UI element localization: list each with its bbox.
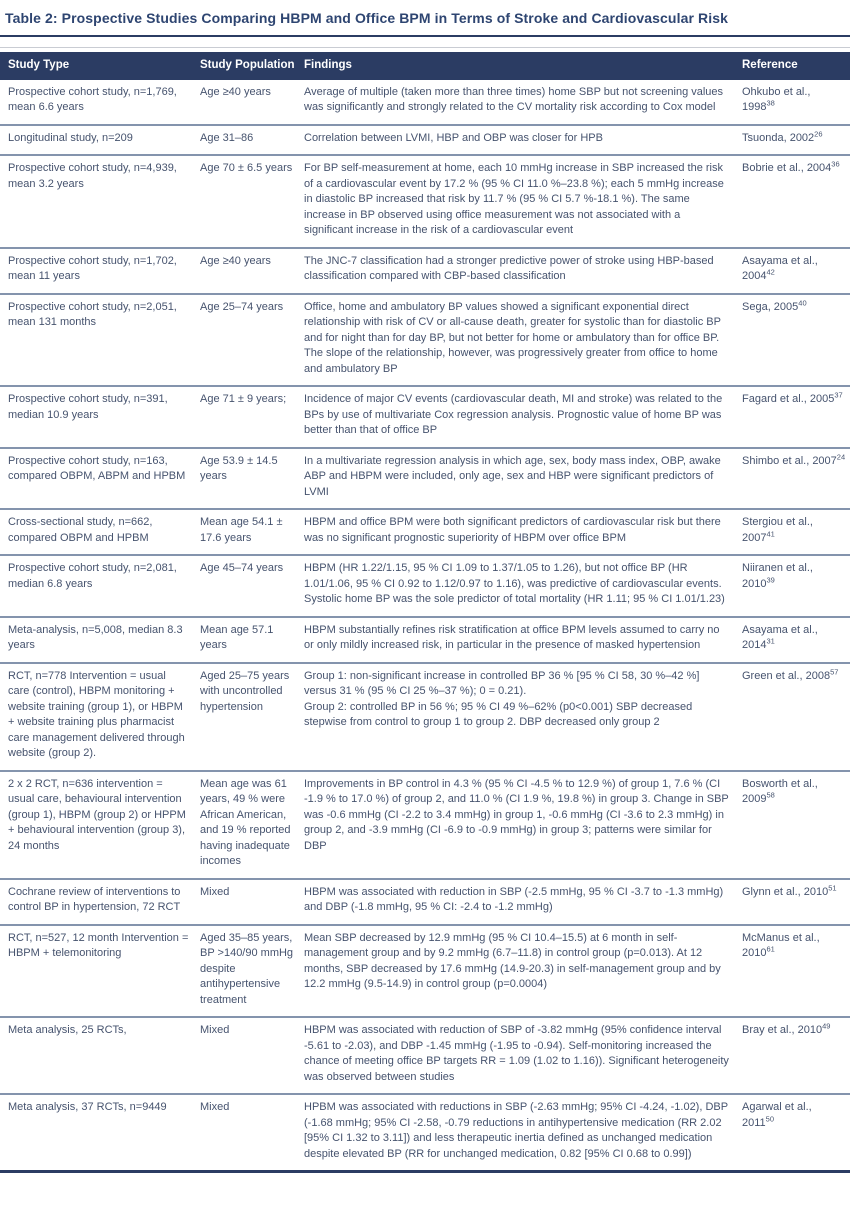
table-row (0, 1017, 850, 1094)
reference-cell: McManus et al., 2010$^{61}$ (742, 931, 820, 959)
reference-cell: Ohkubo et al., 1998$^{38}$ (742, 85, 811, 113)
population-cell: Age 71 ± 9 years; (200, 393, 287, 405)
study-type-cell: Prospective cohort study, n=1,769, mean 6.6 years (8, 85, 177, 113)
col-header-findings: Findings (304, 52, 742, 80)
population-cell: Age ≥40 years (200, 85, 271, 98)
findings-cell (304, 80, 742, 125)
reference-cell: Agarwal et al., 2011$^{50}$ (742, 1101, 812, 1129)
findings-cell (304, 555, 742, 617)
reference-citation-number: 61 (766, 944, 775, 954)
findings-line: Office, home and ambulatory BP values showed a significant exponential direct relationship with risk of CV or all-cause death, greater for systolic than for diastolic BP and for night than for day BP, but not better for home or ambulatory than for office BP. The slope of the relationship, however, was progressively greater from office to home and ambulatory BP (304, 300, 721, 375)
reference-cell: Tsuonda, 2002$^{26}$ (742, 128, 823, 144)
population-cell: Age 31–86 (200, 131, 254, 144)
findings-cell (304, 509, 742, 555)
findings-cell (304, 294, 742, 387)
table-row (0, 294, 850, 387)
studies-table (0, 52, 850, 1173)
reference-cell: Shimbo et al., 2007$^{24}$ (742, 451, 846, 467)
findings-cell (304, 248, 742, 294)
findings-line: Incidence of major CV events (cardiovascular death, MI and stroke) was related to the BPs by use of multivariate Cox regression analysis. Prognostic value of home BP was better than that of office BP (304, 393, 723, 436)
findings-line: HBPM was associated with reduction of SBP of -3.82 mmHg (95% confidence interval -5.61 to -2.03), and DBP -1.45 mmHg (-1.95 to -0.94). Self-monitoring increased the chance of meeting office BP targets RR = 1.09 (1.02 to 1.16)). Significant heterogeneity was observed between studies (304, 1024, 729, 1083)
table-row (0, 925, 850, 1018)
reference-citation-number: 26 (814, 128, 823, 138)
findings-line: For BP self-measurement at home, each 10 mmHg increase in SBP increased the risk of a cardiovascular event by 17.2 % (95 % CI 11.0 %–23.8 %); each 5 mmHg increase in diastolic BP increased that risk by 11.7 % (95 % CI 5.7 %-18.1 %). The same increase in BP observed using office measurement was not associated with a significant increase in the risk of a cardiovascular event (304, 162, 724, 236)
table-row (0, 125, 850, 156)
table-row (0, 386, 850, 448)
findings-line: HBPM was associated with reduction in SBP (-2.5 mmHg, 95 % CI -3.7 to -1.3 mmHg) and DBP (-1.8 mmHg, 95 % CI: -2.4 to -1.2 mmHg) (304, 885, 724, 913)
population-cell: Mean age was 61 years, 49 % were African American, and 19 % reported having inadequate incomes (200, 777, 291, 867)
findings-line: Group 1: non-significant increase in controlled BP 36 % [95 % CI 58, 30 %–42 %] versus 31 % (95 % CI 25 %–37 %); 0 = 0.21). (304, 669, 700, 697)
reference-citation-number: 40 (798, 297, 807, 307)
study-type-cell: Meta analysis, 37 RCTs, n=9449 (8, 1101, 167, 1113)
findings-line: Improvements in BP control in 4.3 % (95 % CI -4.5 % to 12.9 %) of group 1, 7.6 % (CI -1.9 % to 17.0 %) of group 2, and 11.0 % (CI 1.9 %, 19.8 %) in group 3. Change in SBP was -0.6 mmHg (CI -2.2 to 3.4 mmHg) in group 1, -0.6 mmHg (CI -3.6 to 2.3 mmHg) in group 2, and -3.9 mmHg (CI -6.9 to -0.9 mmHg) in group 3; patterns were similar for DBP (304, 777, 729, 852)
findings-cell (304, 1017, 742, 1094)
reference-cell: Bray et al., 2010$^{49}$ (742, 1021, 831, 1036)
table-top-rule (0, 47, 850, 48)
findings-line: Mean SBP decreased by 12.9 mmHg (95 % CI 10.4–15.5) at 6 month in self-management group and by 9.2 mmHg (6.7–11.8) in control group (p=0.013). At 12 months, SBP decreased by 17.6 mmHg (14.9-20.3) in self-management group and by 12.2 mmHg (9.5-14.9) in control group (p=0.0004) (304, 931, 721, 990)
study-type-cell: Prospective cohort study, n=163, compared OBPM, ABPM and HPBM (8, 454, 186, 482)
study-type-cell: Prospective cohort study, n=1,702, mean 11 years (8, 254, 177, 282)
findings-cell (304, 386, 742, 448)
study-type-cell: Meta-analysis, n=5,008, median 8.3 years (8, 623, 183, 651)
reference-cell: Sega, 2005$^{40}$ (742, 297, 807, 313)
reference-citation-number: 37 (834, 390, 843, 400)
findings-line: The JNC-7 classification had a stronger predictive power of stroke using HBP-based classification compared with CBP-based classification (304, 254, 714, 282)
table-row (0, 248, 850, 294)
reference-cell: Bosworth et al., 2009$^{58}$ (742, 777, 818, 805)
findings-cell (304, 925, 742, 1018)
reference-citation-number: 31 (766, 636, 775, 646)
reference-cell: Niiranen et al., 2010$^{39}$ (742, 562, 813, 590)
reference-citation-number: 38 (766, 98, 775, 108)
table-row (0, 509, 850, 555)
study-type-cell: Prospective cohort study, n=2,051, mean 131 months (8, 300, 177, 328)
reference-citation-number: 57 (830, 666, 839, 676)
population-cell: Aged 35–85 years, BP >140/90 mmHg despite antihypertensive treatment (200, 931, 294, 1006)
findings-line: HBPM substantially refines risk stratification at office BPM levels assumed to carry no or only mildly increased risk, in particular in the presence of masked hypertension (304, 623, 720, 651)
table-row (0, 448, 850, 510)
findings-cell (304, 771, 742, 879)
title-underline (0, 35, 850, 37)
table-row (0, 155, 850, 248)
study-type-cell: Prospective cohort study, n=4,939, mean 3.2 years (8, 162, 177, 190)
reference-cell: Stergiou et al., 2007$^{41}$ (742, 516, 813, 544)
col-header-study-population: Study Population (200, 52, 304, 80)
reference-cell: Asayama et al., 2014$^{31}$ (742, 623, 818, 651)
table-row (0, 555, 850, 617)
study-type-cell: Meta analysis, 25 RCTs, (8, 1024, 127, 1036)
population-cell: Mixed (200, 1101, 230, 1113)
population-cell: Mixed (200, 885, 230, 898)
study-type-cell: RCT, n=778 Intervention = usual care (control), HBPM monitoring + website training (group 1), or HBPM + website training plus pharmacist care management delivered through website (group 2). (8, 669, 185, 759)
study-type-cell: RCT, n=527, 12 month Intervention = HBPM + telemonitoring (8, 931, 189, 959)
reference-citation-number: 50 (765, 1113, 774, 1123)
reference-cell: Asayama et al., 2004$^{42}$ (742, 254, 818, 282)
reference-citation-number: 58 (766, 790, 775, 800)
table-title: Table 2: Prospective Studies Comparing HBPM and Office BPM in Terms of Stroke and Cardiovascular Risk (5, 10, 728, 26)
population-cell: Mixed (200, 1024, 230, 1036)
findings-cell (304, 155, 742, 248)
population-cell: Mean age 54.1 ± 17.6 years (200, 516, 283, 544)
findings-cell (304, 879, 742, 925)
reference-cell: Fagard et al., 2005$^{37}$ (742, 390, 843, 405)
study-type-cell: Longitudinal study, n=209 (8, 131, 133, 144)
population-cell: Age 70 ± 6.5 years (200, 162, 293, 174)
reference-citation-number: 49 (822, 1021, 831, 1031)
findings-line: Average of multiple (taken more than three times) home SBP but not screening values was significantly and strongly related to the CV mortality risk according to Cox model (304, 85, 724, 113)
reference-citation-number: 39 (766, 574, 775, 584)
table-row (0, 1094, 850, 1172)
header-row (0, 52, 850, 80)
findings-line: Group 2: controlled BP in 56 %; 95 % CI 49 %–62% (p0<0.001) SBP decreased stepwise from control to group 1 to group 2. DBP decreased only group 2 (304, 700, 693, 728)
reference-citation-number: 41 (766, 528, 775, 538)
findings-cell (304, 663, 742, 771)
col-header-study-type: Study Type (0, 52, 200, 80)
findings-line: HBPM and office BPM were both significant predictors of cardiovascular risk but there was no significant prognostic superiority of HBPM over office BPM (304, 516, 721, 544)
table-row (0, 617, 850, 663)
findings-line: In a multivariate regression analysis in which age, sex, body mass index, OBP, awake ABP and HBPM were included, only age, sex and HBP were significant predictors of LVMI (304, 454, 721, 498)
table-body (0, 80, 850, 1172)
findings-cell (304, 125, 742, 156)
findings-cell (304, 617, 742, 663)
findings-line: Correlation between LVMI, HBP and OBP was closer for HPB (304, 131, 603, 144)
population-cell: Age 25–74 years (200, 300, 284, 313)
findings-line: HPBM was associated with reductions in SBP (-2.63 mmHg; 95% CI -4.24, -1.02), DBP (-1.68 mmHg; 95% CI -2.58, -0.79 reductions in antihypertensive medication (RR 2.02 [95% CI 1.32 to 3.11]) and less therapeutic inertia defined as unchanged medication despite elevated BP (RR for unchanged medication, 0.82 [95% CI 0.68 to 0.99]) (304, 1101, 728, 1160)
reference-cell: Green et al., 2008$^{57}$ (742, 666, 839, 682)
findings-line: HBPM (HR 1.22/1.15, 95 % CI 1.09 to 1.37/1.05 to 1.26), but not office BP (HR 1.01/1.06, 95 % CI 0.92 to 1.12/0.97 to 1.16), was predictive of cardiovascular events. Systolic home BP was the sole predictor of total mortality (HR 1.11; 95 % CI 1.01/1.23) (304, 562, 725, 605)
population-cell: Age 53.9 ± 14.5 years (200, 454, 278, 482)
table-row (0, 663, 850, 771)
findings-cell (304, 1094, 742, 1172)
table-header (0, 52, 850, 80)
col-header-reference: Reference (742, 52, 850, 80)
table-row (0, 879, 850, 925)
reference-cell: Glynn et al., 2010$^{51}$ (742, 882, 837, 898)
study-type-cell: Prospective cohort study, n=391, median 10.9 years (8, 393, 168, 421)
study-type-cell: Cochrane review of interventions to control BP in hypertension, 72 RCT (8, 885, 181, 913)
population-cell: Age 45–74 years (200, 562, 284, 574)
reference-cell: Bobrie et al., 2004$^{36}$ (742, 159, 840, 174)
study-type-cell: 2 x 2 RCT, n=636 intervention = usual care, behavioural intervention (group 1), HBPM (group 2) or HPPM + behavioural intervention (group 3), 24 months (8, 777, 186, 852)
reference-citation-number: 24 (836, 451, 846, 461)
reference-citation-number: 42 (766, 267, 775, 277)
population-cell: Mean age 57.1 years (200, 623, 274, 651)
study-type-cell: Cross-sectional study, n=662, compared OBPM and HPBM (8, 516, 153, 544)
study-type-cell: Prospective cohort study, n=2,081, median 6.8 years (8, 562, 177, 590)
table-row (0, 80, 850, 125)
population-cell: Age ≥40 years (200, 254, 271, 267)
population-cell: Aged 25–75 years with uncontrolled hypertension (200, 669, 290, 713)
reference-citation-number: 36 (831, 159, 840, 169)
table-row (0, 771, 850, 879)
reference-citation-number: 51 (828, 882, 837, 892)
findings-cell (304, 448, 742, 510)
